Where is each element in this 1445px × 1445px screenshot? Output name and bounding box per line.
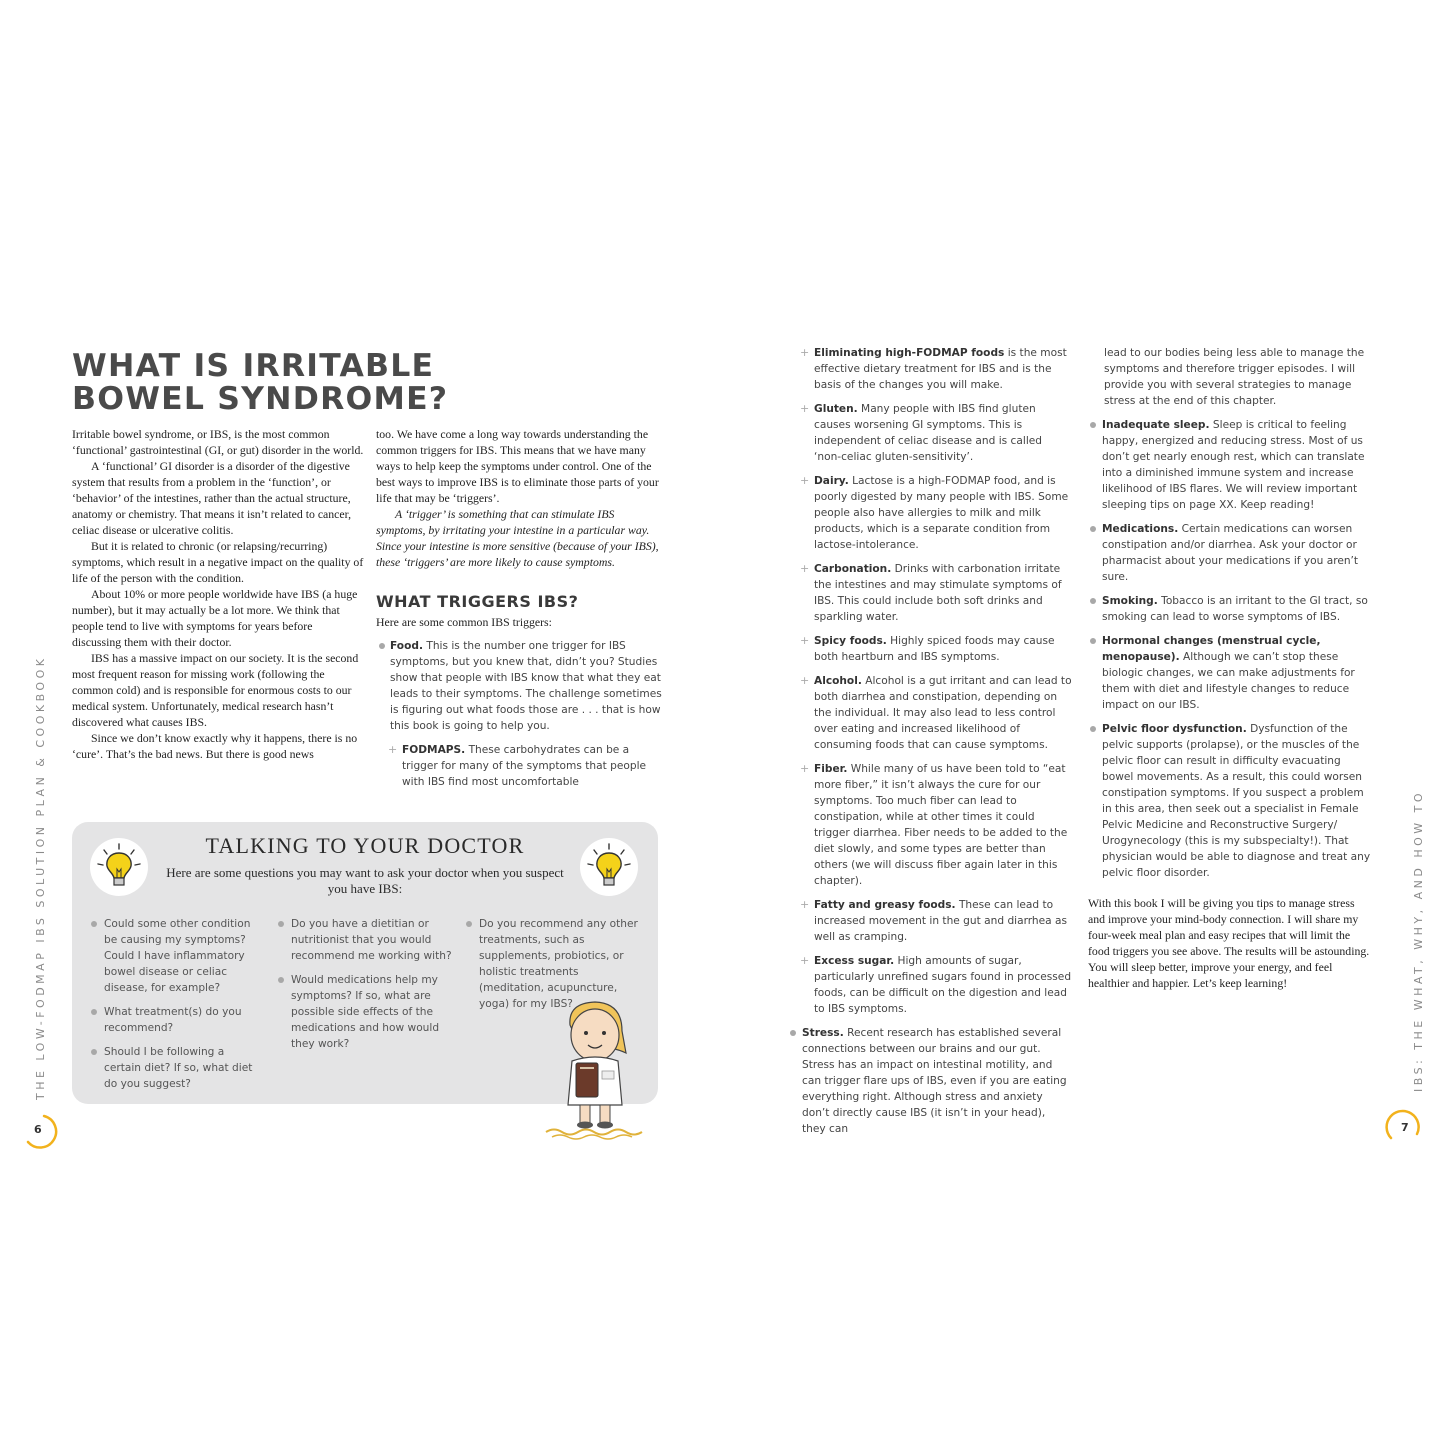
bullet-icon: [278, 921, 284, 927]
question-text: Do you recommend any other treatments, such as supplements, probiotics, or holistic treatments (meditation, acupuncture, yoga) for my IBS?: [479, 918, 638, 1010]
item-label: Pelvic floor dysfunction.: [1102, 723, 1247, 735]
item-text: Dysfunction of the pelvic supports (prolapse), or the muscles of the pelvic floor can result in difficulty evacuating bowel movements. As a result, this could worsen constipation symptoms. If you suspect a problem in this area, then seek out a specialist in Female Pelvic Medicine and Reconstructive Surgery/ Urogynecology (this is my subspecialty!). That physician would be able to diagnose and treat any pelvic floor disorder.: [1102, 723, 1371, 879]
list-item: [800, 401, 1072, 465]
question-text: Could some other condition be causing my symptoms? Could I have inflammatory bowel disease or celiac disease, for example?: [104, 918, 251, 994]
bullet-icon: [1090, 422, 1096, 428]
item-label: FODMAPS.: [402, 744, 466, 756]
list-item: [1088, 633, 1374, 713]
paragraph: About 10% or more people worldwide have IBS (a huge number), but it may actually be a lot more. We think that people tend to live with symptoms for years before discussing them with their doctor.: [72, 587, 358, 649]
item-text: Highly spiced foods may cause both heartburn and IBS symptoms.: [814, 635, 1055, 663]
item-label: Medications.: [1102, 523, 1179, 535]
page-number: 7: [1401, 1121, 1409, 1134]
spine-title: THE LOW-FODMAP IBS SOLUTION PLAN & COOKBOOK: [34, 655, 47, 1100]
item-label: Eliminating high-FODMAP foods: [814, 347, 1005, 359]
right-column-1: [800, 345, 1072, 1145]
item-label: Excess sugar.: [814, 955, 895, 967]
trigger-definition: A ‘trigger’ is something that can stimulate IBS symptoms, by irritating your intestine in a particular way. Since your intestine is more sensitive (because of your IBS), these ‘triggers’ are more likely to cause symptoms.: [376, 507, 659, 569]
plus-icon: +: [388, 743, 398, 756]
question-item: [276, 972, 454, 1052]
bullet-icon: [278, 977, 284, 983]
triggers-intro: Here are some common IBS triggers:: [376, 615, 552, 629]
paragraph: Since we don’t know exactly why it happens, there is no ‘cure’. That’s the bad news. But there is good news: [72, 731, 358, 761]
item-text: These carbohydrates can be a trigger for many of the symptoms that people with IBS find most uncomfortable: [402, 744, 647, 788]
spine-title: IBS: THE WHAT, WHY, AND HOW TO: [1412, 789, 1425, 1092]
plus-icon: +: [800, 634, 810, 647]
item-label: Smoking.: [1102, 595, 1158, 607]
title-line-1: WHAT IS IRRITABLE: [72, 348, 435, 384]
plus-icon: +: [800, 898, 810, 911]
paragraph: IBS has a massive impact on our society. It is the second most frequent reason for missing work (following the common cold) and is responsible for enormous costs to our medical system. Unfortunately, medical research hasn’t discovered what causes IBS.: [72, 651, 359, 729]
question-text: Would medications help my symptoms? If so, what are possible side effects of the medications and how would they work?: [291, 974, 440, 1050]
bullet-icon: [790, 1030, 796, 1036]
closing-paragraph: With this book I will be giving you tips to manage stress and improve your mind-body connection. I will share my four-week meal plan and easy recipes that will limit the food triggers you see above. The results will be astounding. You will sleep better, improve your energy, and feel healthier and happier. Let’s keep learning!: [1088, 896, 1370, 990]
item-text: Although we can’t stop these biologic changes, we can make adjustments for them with diet and lifestyle changes to reduce impact on our IBS.: [1102, 651, 1355, 711]
item-label: Dairy.: [814, 475, 849, 487]
box-subtitle: Here are some questions you may want to ask your doctor when you suspect you have IBS:: [166, 865, 564, 896]
item-label: Gluten.: [814, 403, 858, 415]
questions-column-1: [89, 916, 261, 1100]
plus-icon: +: [800, 346, 810, 359]
question-item: [89, 916, 261, 996]
questions-column-2: [276, 916, 454, 1060]
page-number: 6: [34, 1123, 42, 1136]
list-item: [1088, 721, 1374, 881]
item-text: Tobacco is an irritant to the GI tract, so smoking can lead to worse symptoms of IBS.: [1102, 595, 1368, 623]
plus-icon: +: [800, 674, 810, 687]
plus-icon: +: [800, 562, 810, 575]
bullet-icon: [466, 921, 472, 927]
plus-icon: +: [800, 402, 810, 415]
bullet-icon: [91, 1049, 97, 1055]
paragraph: Irritable bowel syndrome, or IBS, is the most common ‘functional’ gastrointestinal (GI, or gut) disorder in the world.: [72, 427, 364, 457]
item-label: Alcohol.: [814, 675, 862, 687]
question-text: Do you have a dietitian or nutritionist that you would recommend me working with?: [291, 918, 452, 962]
list-item: [800, 633, 1072, 665]
list-item: [800, 953, 1072, 1017]
item-text: These can lead to increased movement in the gut and diarrhea as well as cramping.: [814, 899, 1068, 943]
list-item: [800, 561, 1072, 625]
question-item: [89, 1004, 261, 1036]
plus-icon: +: [800, 762, 810, 775]
list-item: [1088, 593, 1374, 625]
item-text: High amounts of sugar, particularly unrefined sugars found in processed foods, can be difficult on the digestion and lead to IBS symptoms.: [814, 955, 1072, 1015]
list-item: [800, 761, 1072, 889]
question-item: [276, 916, 454, 964]
triggers-list: [376, 638, 666, 790]
item-text: Recent research has established several connections between our brains and our gut. Stress has an impact on intestinal motility, and can trigger flare ups of IBS, even if you are eating everything right. Although stress and anxiety don’t directly cause IBS (it isn’t in your head), they can: [802, 1027, 1067, 1135]
list-item: [800, 897, 1072, 945]
paragraph: A ‘functional’ GI disorder is a disorder of the digestive system that results from a problem in the ‘function’, or ‘behavior’ of the intestines, rather than the actual structure, anatomy or chemistry. That means it isn’t related to cancer, celiac disease or ulcerative colitis.: [72, 459, 352, 537]
list-item: [788, 1025, 1072, 1137]
right-column-2: [1088, 345, 1374, 991]
item-label: Food.: [390, 640, 423, 652]
question-item: [89, 1044, 261, 1092]
list-item: [1088, 417, 1374, 513]
paragraph: But it is related to chronic (or relapsing/recurring) symptoms, which result in a negative impact on the quality of life of the person with the condition.: [72, 539, 364, 585]
item-text: Many people with IBS find gluten causes worsening GI symptoms. This is independent of celiac disease and is called ‘non-celiac gluten-sensitivity’.: [814, 403, 1042, 463]
bullet-icon: [91, 1009, 97, 1015]
bullet-icon: [1090, 598, 1096, 604]
section-heading: WHAT TRIGGERS IBS?: [376, 592, 579, 611]
plus-icon: +: [800, 474, 810, 487]
item-label: Inadequate sleep.: [1102, 419, 1210, 431]
question-text: Should I be following a certain diet? If so, what diet do you suggest?: [104, 1046, 253, 1090]
item-label: Carbonation.: [814, 563, 892, 575]
item-label: Stress.: [802, 1027, 844, 1039]
bullet-icon: [1090, 638, 1096, 644]
list-item: [800, 473, 1072, 553]
continued-text: lead to our bodies being less able to manage the symptoms and therefore trigger episodes. I will provide you with several strategies to manage stress at the end of this chapter.: [1104, 347, 1365, 407]
bullet-icon: [1090, 726, 1096, 732]
title-line-2: BOWEL SYNDROME?: [72, 381, 449, 417]
list-item: [800, 673, 1072, 753]
item-text: Certain medications can worsen constipation and/or diarrhea. Ask your doctor or pharmacist about your medications if you aren’t sure.: [1102, 523, 1359, 583]
item-label: Hormonal changes (menstrual cycle, menopause).: [1102, 635, 1321, 663]
question-text: What treatment(s) do you recommend?: [104, 1006, 242, 1034]
item-label: Spicy foods.: [814, 635, 887, 647]
item-text: Drinks with carbonation irritate the intestines and may stimulate symptoms of IBS. This could include both soft drinks and sparkling water.: [814, 563, 1062, 623]
item-text: Lactose is a high-FODMAP food, and is poorly digested by many people with IBS. Some people also have allergies to milk and milk products, which is a separate condition from lactose-intolerance.: [814, 475, 1069, 551]
item-label: Fatty and greasy foods.: [814, 899, 956, 911]
bullet-icon: [1090, 526, 1096, 532]
bullet-icon: [379, 643, 385, 649]
item-label: Fiber.: [814, 763, 848, 775]
list-item: [800, 345, 1072, 393]
doctor-illustration: [540, 995, 650, 1140]
left-column-2: [376, 426, 666, 798]
item-text: is the most effective dietary treatment for IBS and is the basis of the changes you will make.: [814, 347, 1067, 391]
page-title: [72, 350, 592, 416]
list-item: [388, 742, 666, 790]
item-text: While many of us have been told to “eat more fiber,” it isn’t always the cure for our symptoms. Too much fiber can lead to constipation, while at other times it could trigger diarrhea. Fiber needs to be added to the diet slowly, and some types are better than others (we will discuss fiber again later in this chapter).: [814, 763, 1068, 887]
item-text: Sleep is critical to feeling happy, energized and reducing stress. Most of us don’t get nearly enough rest, which can translate into a diminished immune system and increase likelihood of IBS flares. We will review important sleeping tips on page XX. Keep reading!: [1102, 419, 1365, 511]
plus-icon: +: [800, 954, 810, 967]
item-text: This is the number one trigger for IBS symptoms, but you knew that, didn’t you? Studies show that people with IBS know that what they eat leads to their symptoms. The challenge sometimes is figuring out what foods those are . . . that is how this book is going to help you.: [390, 640, 662, 732]
list-item: [376, 638, 666, 734]
left-column-1: [72, 426, 364, 762]
item-text: Alcohol is a gut irritant and can lead to both diarrhea and constipation, depending on the individual. It may also lead to less control over eating and increased likelihood of consuming foods that can cause symptoms.: [814, 675, 1072, 751]
paragraph: too. We have come a long way towards understanding the common triggers for IBS. This means that we have many ways to help keep the symptoms under control. One of the best ways to improve IBS is to eliminate those parts of your life that may be ‘triggers’.: [376, 427, 659, 505]
list-item: [1088, 521, 1374, 585]
bullet-icon: [91, 921, 97, 927]
box-title: TALKING TO YOUR DOCTOR: [205, 833, 525, 858]
